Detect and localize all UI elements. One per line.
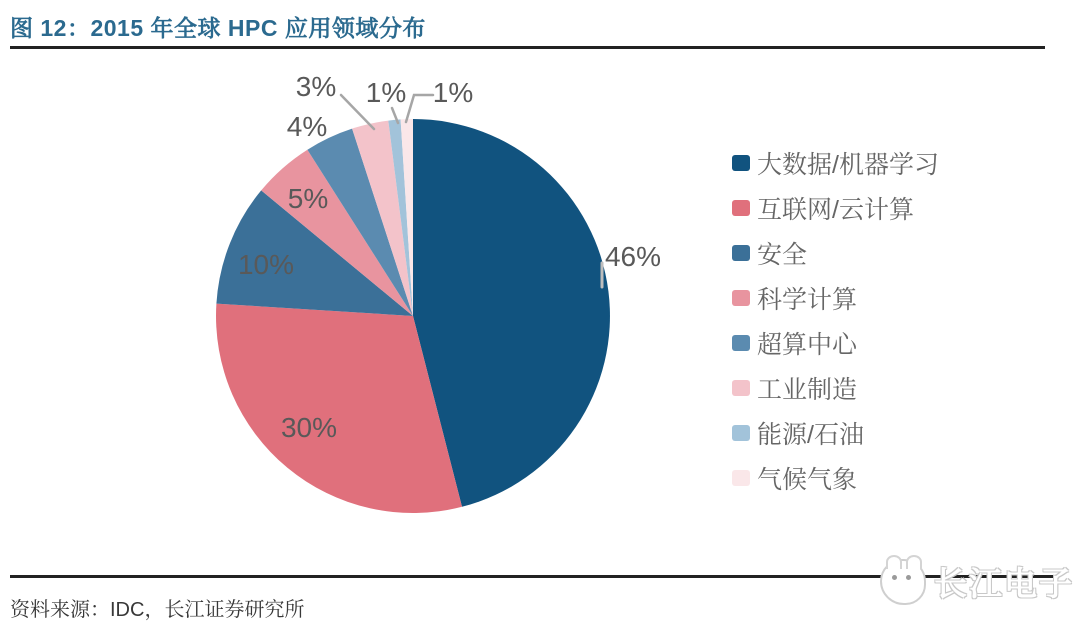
pie-label-3: 5%	[287, 183, 329, 214]
pie-label-7: 1%	[432, 77, 474, 108]
legend-label: 互联网/云计算	[757, 195, 914, 224]
pie-label-2: 10%	[237, 249, 295, 280]
callout-line-3	[406, 95, 433, 122]
pie-label-5: 3%	[295, 71, 337, 102]
legend-swatch-icon	[732, 290, 750, 306]
pie-label-4: 4%	[286, 111, 328, 142]
legend-item-4	[732, 320, 939, 365]
legend-swatch-icon	[732, 470, 750, 486]
pie-label-1: 30%	[280, 412, 338, 443]
legend-swatch-icon	[732, 155, 750, 171]
chart-legend	[732, 140, 939, 500]
legend-swatch-icon	[732, 380, 750, 396]
legend-label: 能源/石油	[757, 420, 864, 449]
brand-watermark	[880, 558, 1074, 605]
legend-swatch-icon	[732, 335, 750, 351]
legend-item-6	[732, 410, 939, 455]
pie-label-6: 1%	[365, 77, 407, 108]
legend-item-5	[732, 365, 939, 410]
legend-label: 超算中心	[757, 330, 858, 359]
legend-label: 工业制造	[757, 375, 858, 404]
legend-swatch-icon	[732, 200, 750, 216]
legend-label: 气候气象	[757, 465, 858, 494]
legend-item-0	[732, 140, 939, 185]
legend-label: 安全	[757, 240, 808, 269]
mascot-logo-icon	[880, 559, 926, 605]
source-note: 资料来源：IDC，长江证券研究所	[10, 599, 305, 621]
legend-item-3	[732, 275, 939, 320]
legend-item-7	[732, 455, 939, 500]
legend-swatch-icon	[732, 245, 750, 261]
legend-label: 科学计算	[757, 285, 858, 314]
legend-item-1	[732, 185, 939, 230]
figure-title: 图 12：2015 年全球 HPC 应用领域分布	[10, 15, 426, 41]
pie-label-0: 46%	[604, 241, 662, 272]
legend-swatch-icon	[732, 425, 750, 441]
legend-label: 大数据/机器学习	[757, 150, 939, 179]
legend-item-2	[732, 230, 939, 275]
watermark-text: 长江电子	[934, 565, 1074, 602]
